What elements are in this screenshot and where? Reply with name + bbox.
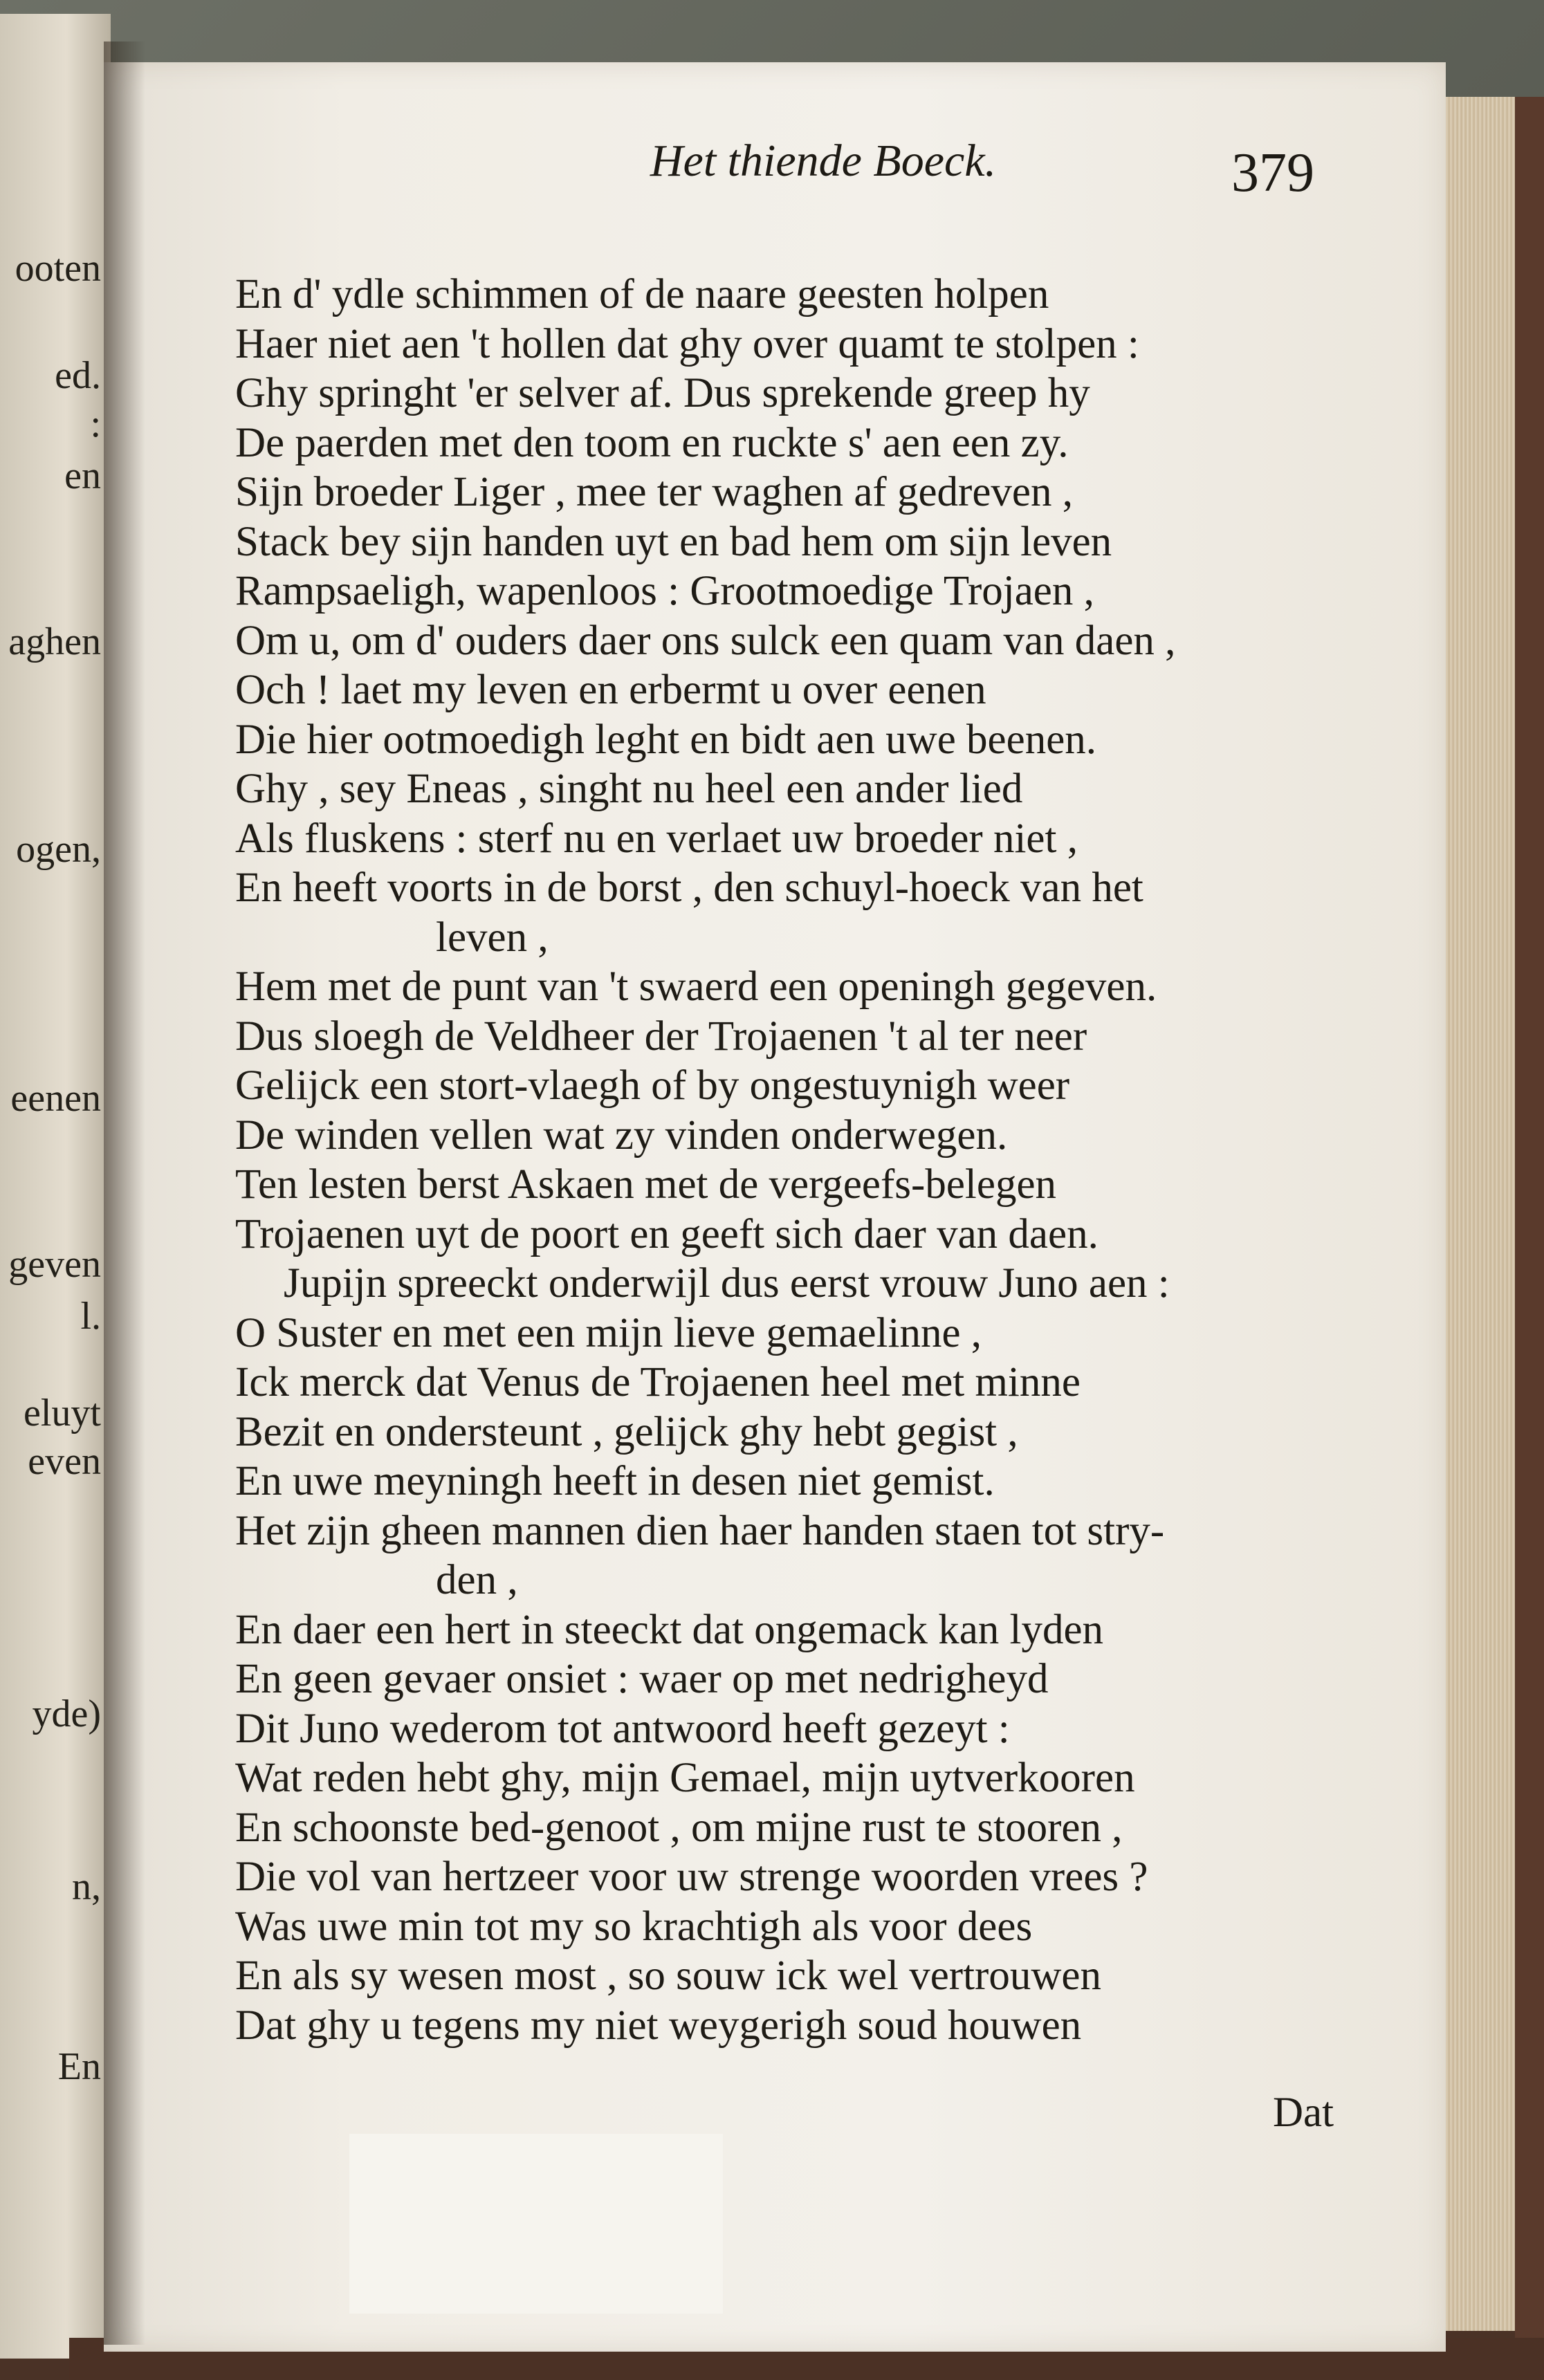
verse-line: Stack bey sijn handen uyt en bad hem om sijn leven [235, 518, 1112, 565]
verse-line: En als sy wesen most , so souw ick wel vertrouwen [235, 1953, 1101, 1999]
verse-line: Haer niet aen 't hollen dat ghy over quamt te stolpen : [235, 320, 1139, 367]
left-page-fragment: yde) [32, 1692, 101, 1735]
running-head: Het thiende Boeck. [650, 136, 997, 186]
verse-line: O Suster en met een mijn lieve gemaelinne , [235, 1309, 982, 1356]
verse-line: Bezit en ondersteunt , gelijck ghy hebt gegist , [235, 1408, 1018, 1455]
verse-line: Ghy springht 'er selver af. Dus sprekende greep hy [235, 370, 1090, 416]
left-page-fragment: n, [72, 1865, 101, 1908]
page-block-edges [1439, 97, 1525, 2331]
left-page-fragment: even [28, 1440, 101, 1483]
verse-line: leven , [436, 914, 549, 961]
cover-edge-right [1515, 97, 1544, 2380]
book-page [104, 62, 1446, 2352]
left-page-fragment: eenen [10, 1077, 101, 1120]
left-page-fragment: en [64, 454, 101, 497]
gutter-shadow [104, 41, 145, 2345]
verse-line: Die vol van hertzeer voor uw strenge woorden vrees ? [235, 1854, 1148, 1900]
left-page-fragment: aghen [8, 620, 101, 663]
verse-line: De paerden met den toom en ruckte s' aen een zy. [235, 419, 1069, 466]
verse-line: Het zijn gheen mannen dien haer handen staen tot stry- [235, 1507, 1165, 1554]
left-page-fragment: ed. [55, 354, 101, 397]
verse-line: Sijn broeder Liger , mee ter waghen af gedreven , [235, 469, 1074, 515]
paper-repair-patch [349, 2134, 723, 2314]
verse-line: Ten lesten berst Askaen met de vergeefs-belegen [235, 1161, 1057, 1208]
page-number: 379 [1231, 142, 1314, 203]
left-page-fragment: l. [80, 1295, 101, 1338]
verse-line: Die hier ootmoedigh leght en bidt aen uwe beenen. [235, 716, 1097, 763]
verse-line: En daer een hert in steeckt dat ongemack kan lyden [235, 1606, 1104, 1653]
verse-text [235, 270, 1411, 2050]
catchword: Dat [1273, 2090, 1334, 2136]
verse-line: Wat reden hebt ghy, mijn Gemael, mijn uytverkooren [235, 1755, 1135, 1801]
verse-line: Gelijck een stort-vlaegh of by ongestuynigh weer [235, 1062, 1070, 1109]
verse-line: Ghy , sey Eneas , singht nu heel een ander lied [235, 766, 1023, 812]
verse-line: En d' ydle schimmen of de naare geesten holpen [235, 271, 1049, 317]
verse-line: En geen gevaer onsiet : waer op met nedrigheyd [235, 1656, 1049, 1702]
verse-line: Om u, om d' ouders daer ons sulck een quam van daen , [235, 617, 1176, 664]
verse-line: En heeft voorts in de borst , den schuyl-hoeck van het [235, 865, 1143, 911]
left-page-fragment: En [57, 2045, 101, 2088]
verse-line: Ick merck dat Venus de Trojaenen heel met minne [235, 1359, 1081, 1405]
left-page-fragment: geven [8, 1243, 101, 1286]
left-page-fragment: eluyt [24, 1392, 101, 1435]
verse-line: En schoonste bed-genoot , om mijne rust te stooren , [235, 1804, 1123, 1851]
verse-line: Och ! laet my leven en erbermt u over eenen [235, 667, 986, 713]
left-page-fragment: ogen, [16, 828, 101, 871]
left-page-fragment: ooten [15, 247, 101, 290]
verse-line: Hem met de punt van 't swaerd een openingh gegeven. [235, 963, 1157, 1010]
verse-line: En uwe meyningh heeft in desen niet gemist. [235, 1458, 995, 1504]
verse-line: den , [436, 1557, 518, 1603]
verse-line: De winden vellen wat zy vinden onderwegen. [235, 1111, 1008, 1159]
verse-line: Als fluskens : sterf nu en verlaet uw broeder niet , [235, 815, 1078, 862]
verse-line: Was uwe min tot my so krachtigh als voor dees [235, 1903, 1033, 1950]
verse-line: Dit Juno wederom tot antwoord heeft gezeyt : [235, 1705, 1010, 1752]
verse-line: Jupijn spreeckt onderwijl dus eerst vrouw Juno aen : [284, 1260, 1170, 1307]
verse-line: Rampsaeligh, wapenloos : Grootmoedige Trojaen , [235, 568, 1094, 614]
verse-line: Dus sloegh de Veldheer der Trojaenen 't al ter neer [235, 1013, 1087, 1060]
verse-line: Trojaenen uyt de poort en geeft sich daer van daen. [235, 1210, 1099, 1257]
left-page-fragment: : [90, 403, 101, 445]
left-page [0, 14, 111, 2359]
verse-line: Dat ghy u tegens my niet weygerigh soud houwen [235, 2002, 1082, 2049]
